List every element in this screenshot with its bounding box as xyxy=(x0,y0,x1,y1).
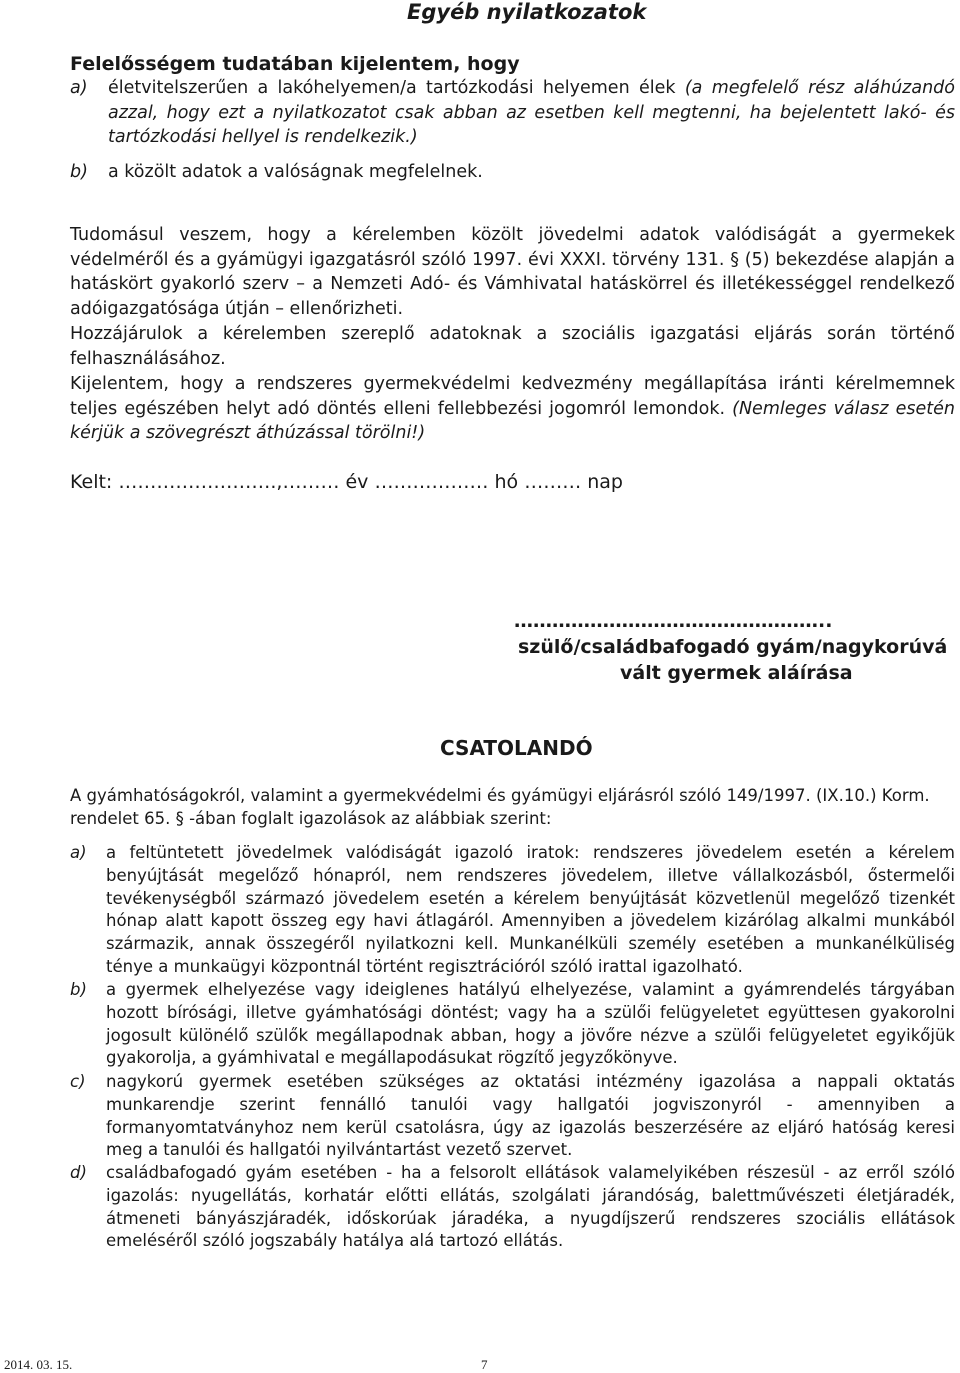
signature-line: ………………………………………….. xyxy=(514,610,833,632)
item-label: b) xyxy=(70,162,88,182)
list-text: a feltüntetett jövedelmek valódiságát igazoló iratok: rendszeres jövedelem esetén a kérelem benyújtását megelőző hónapról, nem rendszeres jövedelem, illetve vállalkozásból, őstermelői tevékenységből származó jövedelem esetén a kérelem benyújtását közvetlenül megelőző tizenkét hónap alatt kapott összeg egy havi átlagáról. Amennyiben a jövedelem kizárólag alkalmi munkából származik, annak összegéről nyilatkozni kell. Munkanélküli személy esetében a munkanélküliség ténye a munkaügyi központnál történt regisztrációról szóló irattal igazolható. xyxy=(106,843,955,976)
attachment-item-b xyxy=(70,979,955,1070)
item-text: a közölt adatok a valóságnak megfelelnek. xyxy=(108,162,483,182)
declaration-item-b xyxy=(70,160,955,185)
attachment-intro: A gyámhatóságokról, valamint a gyermekvédelmi és gyámügyi eljárásról szóló 149/1997. (IX.10.) Korm. rendelet 65. § -ában foglalt igazolások az alábbiak szerint: xyxy=(70,786,930,828)
list-label: c) xyxy=(70,1072,86,1091)
list-label: d) xyxy=(70,1163,87,1182)
page-number: 7 xyxy=(481,1357,488,1372)
attachment-item-c xyxy=(70,1071,955,1162)
item-text: életvitelszerűen a lakóhelyemen/a tartózkodási helyemen élek (a megfelelő rész aláhúzandó azzal, hogy ezt a nyilatkozatot csak abban az esetben kell megtenni, ha bejelentett lakó- és tartózkodási hellyel is rendelkezik.) xyxy=(108,78,955,148)
signature-caption-2: vált gyermek aláírása xyxy=(620,662,853,684)
attachment-heading: CSATOLANDÓ xyxy=(440,736,593,760)
attachment-item-d xyxy=(70,1162,955,1253)
declaration-heading: Felelősségem tudatában kijelentem, hogy xyxy=(70,53,520,75)
list-text: nagykorú gyermek esetében szükséges az oktatási intézmény igazolása a nappali oktatás munkarendje szerint fennálló tanulói vagy hallgatói jogviszonyról - amennyiben a formanyomtatványhoz nem kerül csatolásra, úgy az igazolás beszerzésére az eljáró hatóság keresi meg a tanulói és hallgatói nyilvántartást vezető szervet. xyxy=(106,1072,955,1160)
list-text: a gyermek elhelyezése vagy ideiglenes hatályú elhelyezése, valamint a gyámrendelés tárgyában hozott bírósági, illetve gyámhatósági döntést; vagy ha a szülői felügyeletet együttesen gyakorolni jogosult különélő szülők megállapodnak abban, hogy a jövőre nézve a szülői felügyeletet egyikőjük gyakorolja, a gyámhivatal e megállapodásukat rögzítő jegyzőkönyve. xyxy=(106,980,955,1068)
footer-date: 2014. 03. 15. xyxy=(4,1357,73,1372)
list-label: b) xyxy=(70,980,87,999)
attachment-item-a xyxy=(70,842,955,979)
list-label: a) xyxy=(70,843,87,862)
signature-caption-1: szülő/családbafogadó gyám/nagykorúvá xyxy=(518,636,948,658)
paragraph-income: Tudomásul veszem, hogy a kérelemben közölt jövedelmi adatok valódiságát a gyermekek védelméről és a gyámügyi igazgatásról szóló 1997. évi XXXI. törvény 131. § (5) bekezdése alapján a hatáskört gyakorló szerv – a Nemzeti Adó- és Vámhivatal hatáskörrel és illetékességgel rendelkező adóigazgatósága útján – ellenőrizheti. xyxy=(70,225,955,319)
date-place-line: Kelt: …………………….,……… év ……………… hó ……… nap xyxy=(70,471,623,493)
paragraph-waiver: Kijelentem, hogy a rendszeres gyermekvédelmi kedvezmény megállapítása iránti kérelmemnek teljes egészében helyt adó döntés elleni fellebbezési jogomról lemondok. (Nemleges válasz esetén kérjük a szövegrészt áthúzással törölni!) xyxy=(70,374,955,444)
paragraph-consent: Hozzájárulok a kérelemben szereplő adatoknak a szociális igazgatási eljárás során történő felhasználásához. xyxy=(70,324,955,369)
item-label: a) xyxy=(70,78,88,98)
page-title: Egyéb nyilatkozatok xyxy=(407,0,647,24)
declaration-item-a xyxy=(70,76,955,150)
list-text: családbafogadó gyám esetében - ha a felsorolt ellátások valamelyikében részesül - az erről szóló igazolás: nyugellátás, korhatár előtti ellátás, szolgálati járandóság, balettművészeti életjáradék, átmeneti bányászjáradék, időskorúak járadéka, a nyugdíjszerű rendszeres szociális ellátások emeléséről szóló jogszabály hatálya alá tartozó ellátás. xyxy=(106,1163,955,1251)
